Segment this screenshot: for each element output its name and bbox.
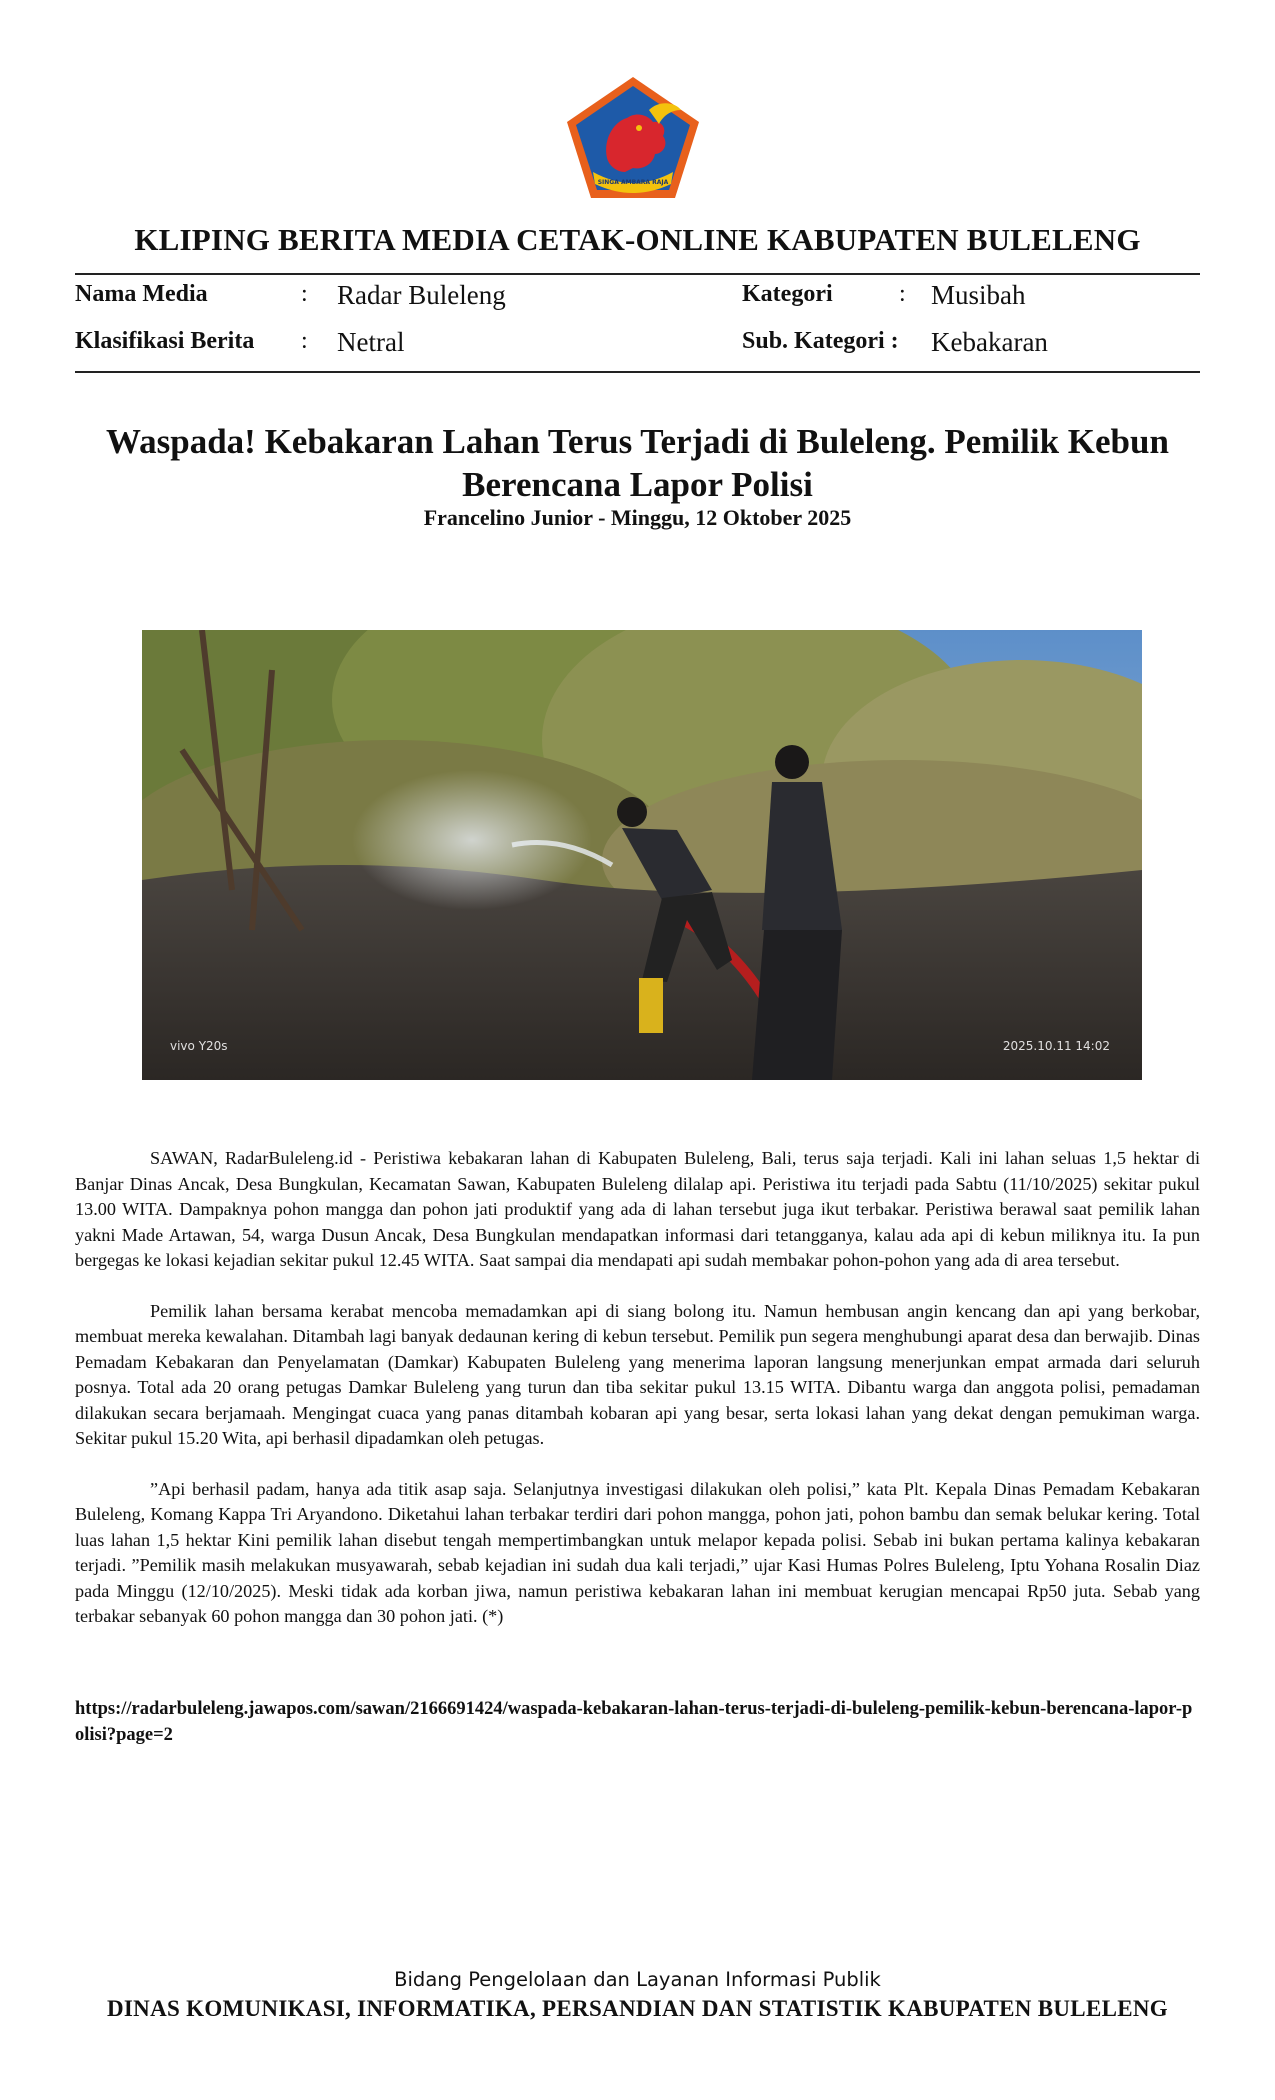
article-photo xyxy=(142,630,1142,1080)
paragraph-1: SAWAN, RadarBuleleng.id - Peristiwa kebakaran lahan di Kabupaten Buleleng, Bali, terus saja terjadi. Kali ini lahan seluas 1,5 hektar di Banjar Dinas Ancak, Desa Bungkulan, Kecamatan Sawan, Kabupaten Buleleng dilalap api. Peristiwa itu terjadi pada Sabtu (11/10/2025) sekitar pukul 13.00 WITA. Dampaknya pohon mangga dan pohon jati produktif yang ada di lahan tersebut juga ikut terbakar. Peristiwa berawal saat pemilik lahan yakni Made Artawan, 54, warga Dusun Ancak, Desa Bungkulan mendapatkan informasi dari tetangganya, kalau ada api di kebun miliknya itu. Ia pun bergegas ke lokasi kejadian sekitar pukul 12.45 WITA. Saat sampai dia mendapati api sudah membakar pohon-pohon yang ada di area tersebut. xyxy=(75,1148,1200,1270)
classification-label: Klasifikasi Berita xyxy=(75,328,255,354)
divider-bottom xyxy=(75,371,1200,373)
photo-date-stamp: 2025.10.11 14:02 xyxy=(1002,1039,1110,1053)
media-name-label: Nama Media xyxy=(75,281,208,307)
photo-camera-stamp: vivo Y20s xyxy=(170,1039,228,1053)
media-name-colon: : xyxy=(301,281,308,307)
media-name-value: Radar Buleleng xyxy=(337,280,506,310)
subcategory-value: Kebakaran xyxy=(931,327,1048,357)
clipping-title: KLIPING BERITA MEDIA CETAK-ONLINE KABUPATEN BULELENG xyxy=(134,222,1141,257)
classification-value: Netral xyxy=(337,327,405,357)
buleleng-regency-logo xyxy=(563,74,703,202)
paragraph-3: ”Api berhasil padam, hanya ada titik asap saja. Selanjutnya investigasi dilakukan oleh polisi,” kata Plt. Kepala Dinas Pemadam Kebakaran Buleleng, Komang Kappa Tri Aryandono. Diketahui lahan terbakar terdiri dari pohon mangga, pohon jati, pohon bambu dan semak belukar kering. Total luas lahan 1,5 hektar Kini pemilik lahan disebut tengah mempertimbangkan untuk melapor kepada polisi. Sebab ini bukan pertama kalinya kebakaran terjadi. ”Pemilik masih melakukan musyawarah, sebab kejadian ini sudah dua kali terjadi,” ujar Kasi Humas Polres Buleleng, Iptu Yohana Rosalin Diaz pada Minggu (12/10/2025). Meski tidak ada korban jiwa, namun peristiwa kebakaran lahan ini membuat kerugian mencapai Rp50 juta. Sebab yang terbakar sebanyak 60 pohon mangga dan 30 pohon jati. (*) xyxy=(75,1478,1200,1626)
source-link[interactable]: https://radarbuleleng.jawapos.com/sawan/2166691424/waspada-kebakaran-lahan-terus-terjadi-di-buleleng-pemilik-kebun-berencana-lapor-polisi?page=2 xyxy=(75,1699,1193,1745)
article-headline: Waspada! Kebakaran Lahan Terus Terjadi di Buleleng. Pemilik Kebun Berencana Lapor Polisi xyxy=(106,422,1169,504)
article-body xyxy=(75,1146,1200,1655)
category-label: Kategori xyxy=(742,281,833,307)
classification-colon: : xyxy=(301,328,308,354)
divider-top xyxy=(75,273,1200,275)
footer-division: Bidang Pengelolaan dan Layanan Informasi Publik xyxy=(394,1968,881,1991)
paragraph-2: Pemilik lahan bersama kerabat mencoba memadamkan api di siang bolong itu. Namun hembusan angin kencang dan api yang berkobar, membuat mereka kewalahan. Ditambah lagi banyak dedaunan kering di kebun tersebut. Pemilik pun segera menghubungi aparat desa dan berwajib. Dinas Pemadam Kebakaran dan Penyelamatan (Damkar) Kabupaten Buleleng yang menerima laporan langsung menerjunkan empat armada dari seluruh posnya. Total ada 20 orang petugas Damkar Buleleng yang turun dan tiba sekitar pukul 13.15 WITA. Dibantu warga dan anggota polisi, pemadaman dilakukan secara berjamaah. Mengingat cuaca yang panas ditambah kobaran api yang besar, serta lokasi lahan yang dekat dengan pemukiman warga. Sekitar pukul 15.20 Wita, api berhasil dipadamkan oleh petugas. xyxy=(75,1300,1200,1448)
category-colon: : xyxy=(899,281,906,307)
article-byline: Francelino Junior - Minggu, 12 Oktober 2025 xyxy=(423,505,852,530)
logo-motto: SINGA AMBARA RAJA xyxy=(597,179,669,186)
category-value: Musibah xyxy=(931,280,1026,310)
footer-agency: DINAS KOMUNIKASI, INFORMATIKA, PERSANDIAN DAN STATISTIK KABUPATEN BULELENG xyxy=(107,1996,1168,2021)
subcategory-label: Sub. Kategori : xyxy=(742,328,899,354)
